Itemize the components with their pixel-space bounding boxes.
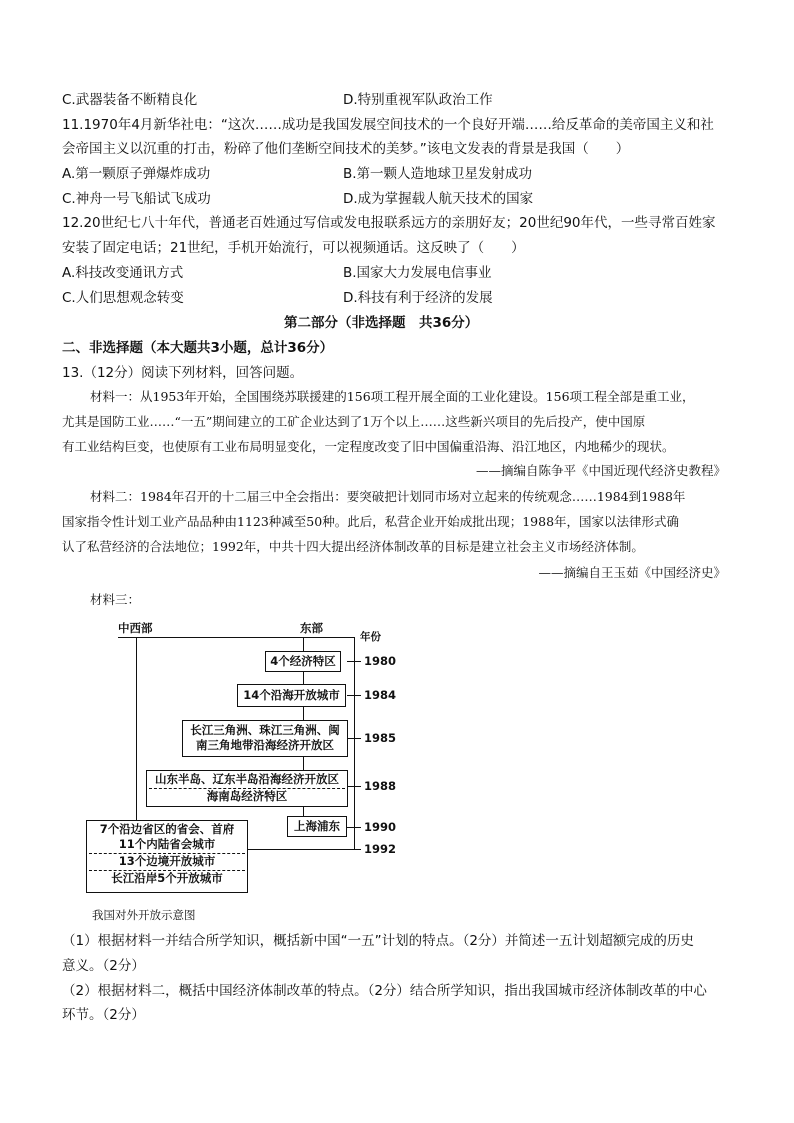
year-1992: 1992 xyxy=(364,842,397,856)
box-1985-line2: 南三角地带沿海经济开放区 xyxy=(196,738,334,752)
diagram-top-line xyxy=(118,637,355,638)
box-peninsula-open-zones xyxy=(146,770,348,807)
material1-source: ——摘编自陈争平《中国近现代经济史教程》 xyxy=(475,463,726,478)
material2-source: ——摘编自王玉茹《中国经济史》 xyxy=(538,565,726,580)
q13-sub1-line1: （1）根据材料一并结合所学知识，概括新中国“一五”计划的特点。（2分）并简述一五计划超额完成的历史 xyxy=(62,933,694,949)
q11-option-c: C.神舟一号飞船试飞成功 xyxy=(62,191,211,207)
box-1992-line2: 11个内陆省会城市 xyxy=(118,837,216,851)
q12-option-d: D.科技有利于经济的发展 xyxy=(343,290,493,306)
box-1985-line1: 长江三角洲、珠江三角洲、闽 xyxy=(190,723,340,737)
q11-option-b: B.第一颗人造地球卫星发射成功 xyxy=(343,166,533,182)
tick-1992 xyxy=(347,849,361,850)
box-1988-line1: 山东半岛、辽东半岛沿海经济开放区 xyxy=(155,772,339,786)
box-shanghai-pudong: 上海浦东 xyxy=(287,816,347,837)
diagram-bottom-line xyxy=(248,849,354,850)
year-1985: 1985 xyxy=(364,731,397,745)
tick-1988 xyxy=(347,786,361,787)
connector-1980-1984 xyxy=(303,671,304,684)
box-coastal-open-cities: 14个沿海开放城市 xyxy=(237,684,346,707)
box-1988-line2: 海南岛经济特区 xyxy=(206,789,288,803)
year-1990: 1990 xyxy=(364,820,397,834)
diagram-caption: 我国对外开放示意图 xyxy=(92,908,196,922)
q11-option-d: D.成为掌握载人航天技术的国家 xyxy=(343,191,534,207)
diagram-left-axis xyxy=(136,637,137,820)
tick-1984 xyxy=(347,695,361,696)
part2-title: 第二部分（非选择题 共36分） xyxy=(284,315,479,331)
q12-stem-line1: 12.20世纪七八十年代，普通老百姓通过写信或发电报联系远方的亲朋好友；20世纪90年代，一些寻常百姓家 xyxy=(62,215,716,231)
diagram-label-east: 东部 xyxy=(300,621,323,635)
tick-1985 xyxy=(347,738,361,739)
year-1984: 1984 xyxy=(364,688,397,702)
box-1992-line4: 长江沿岸5个开放城市 xyxy=(111,871,223,885)
connector-1988-1990 xyxy=(303,806,304,816)
q13-intro: 13.（12分）阅读下列材料，回答问题。 xyxy=(62,365,304,381)
q11-option-a: A.第一颗原子弹爆炸成功 xyxy=(62,166,211,182)
diagram-time-axis xyxy=(354,637,355,849)
material2-line3: 认了私营经济的合法地位；1992年，中共十四大提出经济体制改革的目标是建立社会主义市场经济体制。 xyxy=(62,539,644,554)
year-1988: 1988 xyxy=(364,779,397,793)
q12-stem-line2: 安装了固定电话；21世纪，手机开始流行，可以视频通话。这反映了（ ） xyxy=(62,240,525,256)
tick-1990 xyxy=(347,827,361,828)
q12-option-b: B.国家大力发展电信事业 xyxy=(343,265,492,281)
material1-line2: 尤其是国防工业……“一五”期间建立的工矿企业达到了1万个以上……这些新兴项目的先后投产，使中国原 xyxy=(62,414,646,429)
material1-line3: 有工业结构巨变，也使原有工业布局明显变化，一定程度改变了旧中国偏重沿海、沿江地区，内地稀少的现状。 xyxy=(62,439,675,454)
q12-option-a: A.科技改变通讯方式 xyxy=(62,265,184,281)
material2-line1: 材料二：1984年召开的十二届三中全会指出：要突破把计划同市场对立起来的传统观念……1984到1988年 xyxy=(90,489,686,504)
q10-option-d: D.特别重视军队政治工作 xyxy=(343,92,493,108)
box-inland-open-cities xyxy=(86,820,248,893)
connector-1984-1985 xyxy=(303,706,304,720)
connector-1985-1988 xyxy=(303,756,304,770)
q13-sub2-line1: （2）根据材料二，概括中国经济体制改革的特点。（2分）结合所学知识，指出我国城市经济体制改革的中心 xyxy=(62,983,707,999)
q13-sub2-line2: 环节。（2分） xyxy=(62,1007,145,1023)
tick-1980 xyxy=(347,661,361,662)
material3-label: 材料三： xyxy=(90,592,141,607)
q13-sub1-line2: 意义。（2分） xyxy=(62,958,145,974)
box-1992-line3: 13个边境开放城市 xyxy=(118,854,216,868)
q10-option-c: C.武器装备不断精良化 xyxy=(62,92,198,108)
box-1992-line1: 7个沿边省区的省会、首府 xyxy=(99,822,235,836)
diagram-label-central-west: 中西部 xyxy=(118,621,153,635)
diagram-label-year: 年份 xyxy=(360,631,381,643)
q11-stem-line2: 会帝国主义以沉重的打击，粉碎了他们垄断空间技术的美梦。”该电文发表的背景是我国（ ） xyxy=(62,141,630,157)
q11-stem-line1: 11.1970年4月新华社电：“这次……成功是我国发展空间技术的一个良好开端……给反革命的美帝国主义和社 xyxy=(62,117,714,133)
box-special-economic-zones: 4个经济特区 xyxy=(265,651,341,672)
box-coastal-economic-zones xyxy=(182,720,348,757)
year-1980: 1980 xyxy=(364,654,397,668)
q12-option-c: C.人们思想观念转变 xyxy=(62,290,184,306)
material2-line2: 国家指令性计划工业产品品种由1123种减至50种。此后，私营企业开始成批出现；1988年，国家以法律形式确 xyxy=(62,514,680,529)
material1-line1: 材料一：从1953年开始，全国围绕苏联援建的156项工程开展全面的工业化建设。156项工程全部是重工业， xyxy=(90,389,695,404)
diagram-east-connector xyxy=(303,637,304,651)
section-heading: 二、非选择题（本大题共3小题，总计36分） xyxy=(62,340,334,356)
